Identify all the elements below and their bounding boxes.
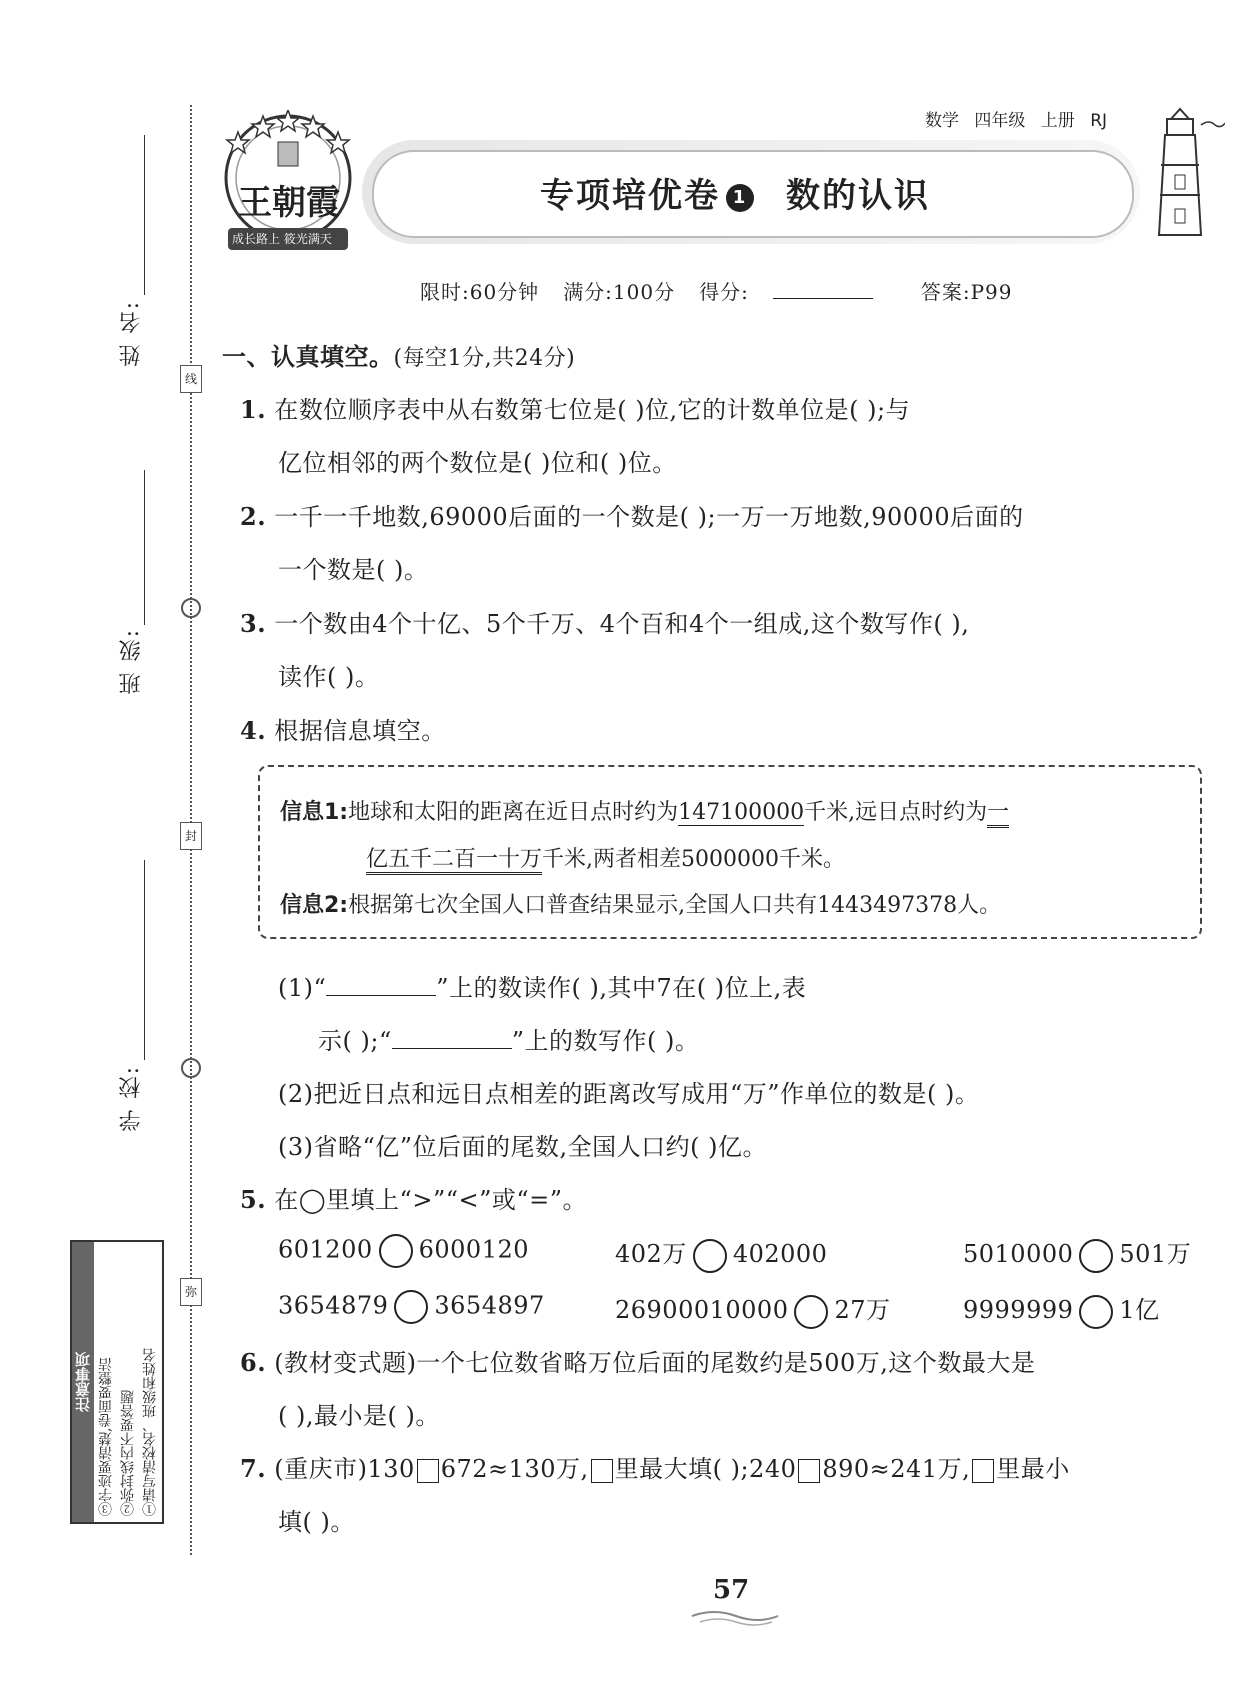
question-4-1-line-2 [318,1021,699,1056]
name-label: 姓 名: [119,300,144,367]
quote-blank [392,1048,512,1049]
notice-box [70,1240,164,1524]
compare-right: 402000 [732,1240,828,1268]
digit-box[interactable] [972,1459,994,1483]
compare-circle[interactable] [1079,1295,1113,1329]
question-text: 一千一千地数,69000后面的一个数是( );一万一万地数,90000后面的 [274,503,1024,531]
question-text: 里最小 [996,1455,1070,1483]
question-text: ”上的数读作( ),其中7在( )位上,表 [436,974,807,1002]
lighthouse-icon [1135,105,1225,245]
underlined-number: 147100000 [678,800,805,825]
compare-item [963,1234,1191,1273]
question-text: 示( );“ [318,1027,392,1055]
info-2-line [280,888,1001,919]
digit-box[interactable] [417,1459,439,1483]
compare-item [963,1290,1160,1329]
school-field[interactable] [144,860,145,1060]
question-number: 6. [240,1348,267,1377]
question-1-line-1 [240,390,910,425]
compare-right: 1亿 [1119,1296,1160,1324]
double-underlined-text: 亿五千二百一十万 [366,847,542,875]
question-number: 3. [240,609,267,638]
question-2-line-1 [240,497,1024,532]
compare-circle[interactable] [693,1239,727,1273]
school-label: 学 校: [119,1065,144,1132]
compare-left: 402万 [615,1240,687,1268]
info-text: 千米,两者相差5000000千米。 [542,847,845,872]
compare-left: 3654879 [278,1291,389,1320]
question-3-line-2: 读作( )。 [278,663,380,691]
notice-item: ②弥封线内不要答题 [120,1390,136,1516]
question-7-line-1 [240,1449,1070,1484]
question-7-line-2: 填( )。 [278,1508,355,1536]
question-text: 一个数由4个十亿、5个千万、4个百和4个一组成,这个数写作( ), [274,610,970,638]
question-text: (1)“ [278,974,327,1002]
question-4-3: (3)省略“亿”位后面的尾数,全国人口约( )亿。 [278,1133,768,1161]
digit-box[interactable] [798,1459,820,1483]
page-number: 57 [713,1575,750,1605]
name-field[interactable] [144,135,145,295]
question-number: 2. [240,502,267,531]
question-text: 在◯里填上“>”“<”或“=”。 [274,1186,588,1214]
subject-info: 数学 四年级 上册 RJ [925,111,1108,131]
info-text: 千米,远日点时约为 [804,800,988,825]
score-label: 得分: [699,280,749,304]
question-6-line-1 [240,1343,1035,1378]
question-text: 里最大填( );240 [614,1455,797,1483]
compare-circle[interactable] [394,1290,428,1324]
section-note: (每空1分,共24分) [393,346,576,371]
question-2-line-2: 一个数是( )。 [278,556,429,584]
compare-circle[interactable] [1079,1239,1113,1273]
digit-box[interactable] [591,1459,613,1483]
seal-mark-xian: 线 [180,365,202,393]
notice-title: 注意事项 [72,1242,94,1522]
compare-left: 601200 [278,1235,373,1264]
compare-item [278,1234,529,1268]
answer-ref: 答案:P99 [920,280,1013,304]
double-underlined-text: 一 [987,800,1009,828]
compare-left: 5010000 [963,1240,1074,1268]
notice-item: ①请写清校名、班级和姓名 [142,1348,158,1516]
wave-ornament-icon [690,1608,780,1626]
full-score: 满分:100分 [563,280,676,304]
class-field[interactable] [144,470,145,625]
compare-circle[interactable] [794,1295,828,1329]
question-4-line-1 [240,711,446,746]
compare-circle[interactable] [379,1234,413,1268]
question-text: (教材变式题)一个七位数省略万位后面的尾数约是500万,这个数最大是 [274,1349,1036,1377]
info-1-line-2 [366,842,845,873]
question-6-line-2: ( ),最小是( )。 [278,1402,440,1430]
score-blank[interactable] [773,298,873,299]
question-4-1-line-1 [278,968,806,1003]
quote-blank [326,995,436,996]
question-number: 4. [240,716,267,745]
question-text: 672≈130万, [440,1455,589,1483]
question-number: 1. [240,395,267,424]
page-title [540,168,930,217]
notice-item: ③字迹要清楚,卷面要整洁 [98,1357,114,1516]
compare-left: 26900010000 [615,1296,789,1324]
compare-item [615,1290,891,1329]
exam-meta [420,276,1037,305]
score-field [699,280,897,304]
question-text: ”上的数写作( )。 [511,1027,700,1055]
title-main: 专项培优卷 [540,176,720,216]
compare-right: 3654897 [434,1291,545,1320]
class-label: 班 级: [119,628,144,695]
info-2-label: 信息2: [280,893,349,918]
compare-right: 501万 [1119,1240,1192,1268]
seal-mark-feng: 封 [180,822,202,850]
compare-right: 6000120 [418,1235,530,1264]
info-text: 地球和太阳的距离在近日点时约为 [348,800,679,825]
question-text: 在数位顺序表中从右数第七位是( )位,它的计数单位是( );与 [274,396,911,424]
compare-right: 27万 [834,1296,891,1324]
question-4-2: (2)把近日点和远日点相差的距离改写成用“万”作单位的数是( )。 [278,1080,980,1108]
title-number: 1 [726,184,754,212]
compare-item [615,1234,827,1273]
compare-item [278,1290,545,1324]
seal-mark-mi: 弥 [180,1278,202,1306]
question-text: (重庆市)130 [274,1455,415,1483]
info-text: 根据第七次全国人口普查结果显示,全国人口共有1443497378人。 [348,893,1002,918]
question-number: 7. [240,1454,267,1483]
ornament-icon [181,1058,201,1078]
logo-text: 王朝霞 [238,183,340,223]
question-1-line-2: 亿位相邻的两个数位是( )位和( )位。 [278,449,677,477]
question-text: 根据信息填空。 [274,717,446,745]
time-limit: 限时:60分钟 [420,280,540,304]
title-topic: 数的认识 [786,176,930,216]
logo-slogan: 成长路上 筱光满天 [232,232,332,246]
compare-left: 9999999 [963,1296,1074,1324]
question-text: 890≈241万, [822,1455,971,1483]
section-title [222,337,575,372]
ornament-icon [181,598,201,618]
question-number: 5. [240,1185,267,1214]
question-3-line-1 [240,604,969,639]
section-title-text: 一、认真填空。 [222,343,394,371]
info-1-label: 信息1: [280,800,349,825]
question-5-line-1 [240,1180,587,1215]
info-1-line-1 [280,795,1009,826]
